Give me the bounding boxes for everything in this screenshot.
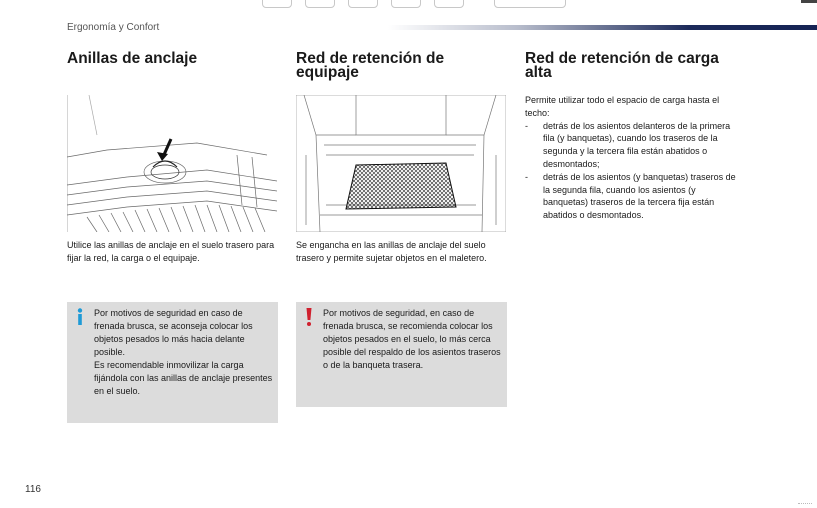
- nav-tab[interactable]: [434, 0, 464, 8]
- floor-anchor-ring-illustration: [67, 95, 277, 232]
- luggage-net-illustration: [296, 95, 506, 232]
- description-intro: Permite utilizar todo el espacio de carga hasta el techo:: [525, 95, 720, 118]
- note-text: [323, 307, 503, 372]
- page-number: 116: [25, 484, 41, 495]
- list-item-text: detrás de los asientos delanteros de la primera fila (y banquetas), cuando los traseros de la segunda y la tercera fila están abatidos o desmontados;: [543, 120, 731, 169]
- section-description: Se engancha en las anillas de anclaje del suelo trasero y permite sujetar objetos en el maletero.: [296, 240, 487, 263]
- nav-tab-wide[interactable]: [494, 0, 566, 8]
- section-label: Ergonomía y Confort: [67, 22, 160, 33]
- list-item: [525, 120, 740, 171]
- note-paragraph: Por motivos de seguridad en caso de frenada brusca, se aconseja colocar los objetos pesados lo más hacia delante posible.: [94, 308, 253, 357]
- bullet-dash: -: [525, 171, 528, 182]
- nav-tab[interactable]: [348, 0, 378, 8]
- column-anchor-rings: [67, 52, 279, 66]
- note-paragraph: Es recomendable inmovilizar la carga fijándola con las anillas de anclaje presentes en el suelo.: [94, 360, 273, 396]
- nav-tab[interactable]: [391, 0, 421, 8]
- info-note: [67, 302, 278, 423]
- column-luggage-net: [296, 52, 508, 80]
- info-icon: [73, 307, 87, 327]
- high-load-net-description: [525, 94, 740, 222]
- menu-icon[interactable]: [801, 0, 817, 3]
- nav-tabs: [262, 0, 566, 8]
- section-title: Red de retención de equipaje: [296, 50, 445, 81]
- column-high-load-net: [525, 52, 740, 80]
- bullet-dash: -: [525, 120, 528, 131]
- section-title: Red de retención de carga alta: [525, 50, 719, 81]
- list-item-text: detrás de los asientos (y banquetas) traseros de la segunda fila, cuando los asientos (y banquetas) traseros de la tercera fija están abatidos o desmontados.: [543, 171, 736, 221]
- nav-tab[interactable]: [305, 0, 335, 8]
- header-gradient-bar: [388, 25, 817, 30]
- section-title: Anillas de anclaje: [67, 50, 198, 67]
- warning-icon: [302, 307, 316, 327]
- warning-note: [296, 302, 507, 407]
- section-description: Utilice las anillas de anclaje en el suelo trasero para fijar la red, la carga o el equipaje.: [67, 240, 275, 263]
- nav-tab[interactable]: [262, 0, 292, 8]
- note-text: [94, 307, 274, 398]
- list-item: [525, 171, 740, 222]
- note-paragraph: Por motivos de seguridad, en caso de frenada brusca, se recomienda colocar los objetos pesados en el suelo, lo más cerca posible del respaldo de los asientos traseros o de la banqueta trasera.: [323, 308, 501, 370]
- footer-divider: [798, 503, 812, 506]
- bullet-list: [525, 120, 740, 222]
